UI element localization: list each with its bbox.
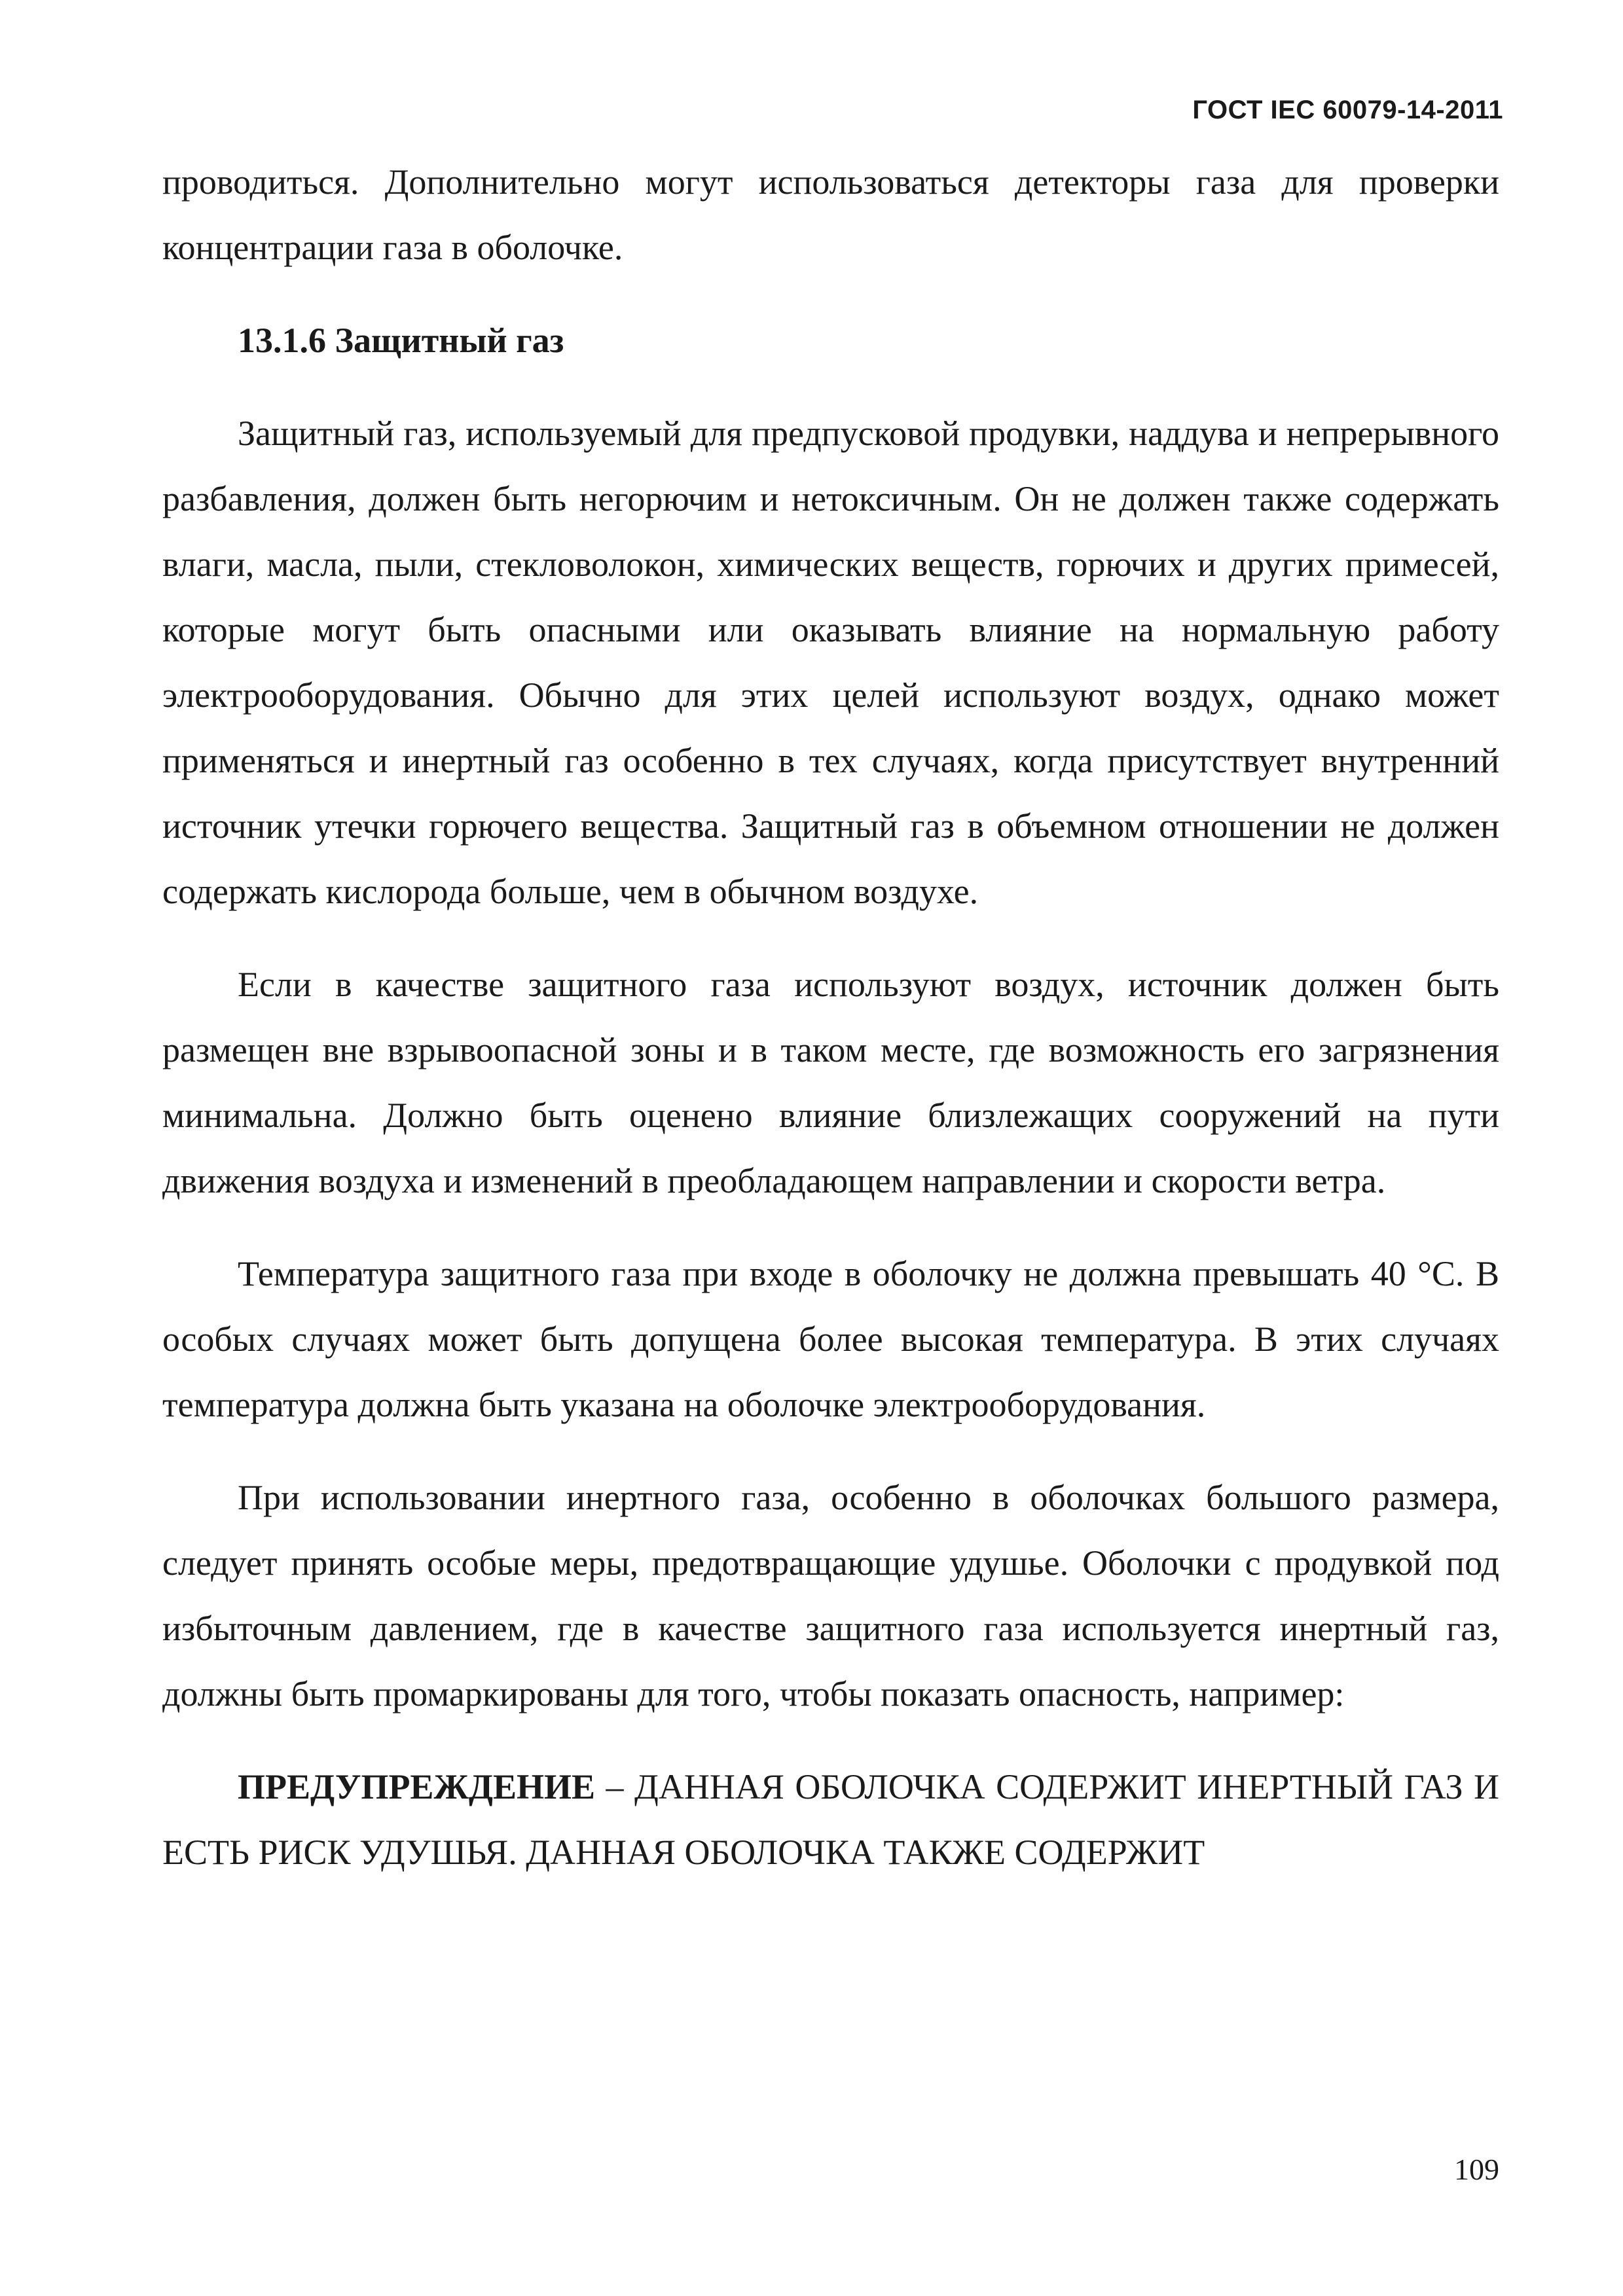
section-heading: 13.1.6 Защитный газ bbox=[238, 321, 564, 360]
warning-label: ПРЕДУПРЕЖДЕНИЕ bbox=[238, 1767, 596, 1806]
paragraph-temperature: Температура защитного газа при входе в оболочку не должна превышать 40 °С. В особых случаях может быть допущена более высокая температура. В этих случаях температура должна быть указана на оболочке электрооборудования. bbox=[162, 1254, 1499, 1424]
paragraph-protective-gas: Защитный газ, используемый для предпусковой продувки, наддува и непрерывного разбавления, должен быть негорючим и нетоксичным. Он не должен также содержать влаги, масла, пыли, стекловолокон, химических веществ, горючих и других примесей, которые могут быть опасными или оказывать влияние на нормальную работу электрооборудования. Обычно для этих целей используют воздух, однако может применяться и инертный газ особенно в тех случаях, когда присутствует внутренний источник утечки горючего вещества. Защитный газ в объемном отношении не должен содержать кислорода больше, чем в обычном воздухе. bbox=[162, 414, 1499, 911]
warning-paragraph bbox=[162, 1754, 1499, 1885]
paragraph-continuation: проводиться. Дополнительно могут использоваться детекторы газа для проверки концентрации газа в оболочке. bbox=[162, 162, 1499, 267]
warning-text: – ДАННАЯ ОБОЛОЧКА СОДЕРЖИТ ИНЕРТНЫЙ ГАЗ И ЕСТЬ РИСК УДУШЬЯ. ДАННАЯ ОБОЛОЧКА ТАКЖЕ СОДЕРЖИТ bbox=[162, 1767, 1499, 1872]
page-body bbox=[162, 149, 1499, 1885]
document-code: ГОСТ IEC 60079-14-2011 bbox=[1192, 96, 1503, 124]
paragraph-inert-gas: При использовании инертного газа, особенно в оболочках большого размера, следует принять особые меры, предотвращающие удушье. Оболочки с продувкой под избыточным давлением, где в качестве защитного газа используется инертный газ, должны быть промаркированы для того, чтобы показать опасность, например: bbox=[162, 1478, 1499, 1713]
page-number: 109 bbox=[1454, 2153, 1499, 2186]
paragraph-air-source: Если в качестве защитного газа используют воздух, источник должен быть размещен вне взрывоопасной зоны и в таком месте, где возможность его загрязнения минимальна. Должно быть оценено влияние близлежащих сооружений на пути движения воздуха и изменений в преобладающем направлении и скорости ветра. bbox=[162, 965, 1499, 1200]
